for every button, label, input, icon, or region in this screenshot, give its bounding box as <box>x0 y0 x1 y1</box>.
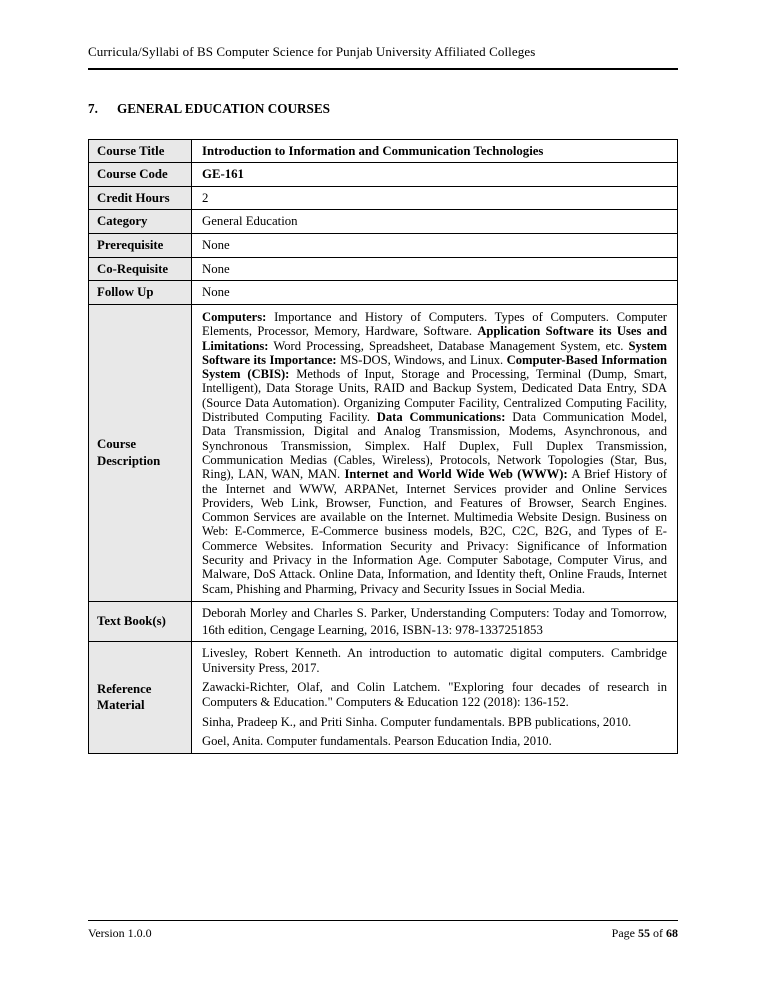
row-value-text-books: Deborah Morley and Charles S. Parker, Understanding Computers: Today and Tomorrow, 16th edition, Cengage Learning, 2016, ISBN-13: 978-1337251853 <box>192 601 678 641</box>
footer-of-word: of <box>653 926 663 940</box>
table-row-reference-material <box>89 642 678 754</box>
footer-rule <box>88 920 678 921</box>
row-value-co-requisite: None <box>192 257 678 281</box>
description-term: Internet and World Wide Web (WWW): <box>344 467 568 482</box>
row-value-credit-hours: 2 <box>192 186 678 210</box>
row-label-course-description: Course Description <box>89 304 192 601</box>
description-text: Methods of Input, Storage and Processing, Terminal (Dump, Smart, Intelligent), Data Storage Units, RAID and Backup System, Dedicated Data Entry, SDA (Source Data Automation). Organizing Computer Facility, Centralized Computing Facility, Distributed Computing Facility. <box>202 367 667 425</box>
section-title: GENERAL EDUCATION COURSES <box>117 100 330 116</box>
row-value-reference-material <box>192 642 678 754</box>
row-value-category: General Education <box>192 210 678 234</box>
row-label-course-code: Course Code <box>89 163 192 187</box>
document-header-title: Curricula/Syllabi of BS Computer Science for Punjab University Affiliated Colleges <box>88 44 536 59</box>
description-text: Importance and History of Computers. Types of Computers. Computer Elements, Processor, Memory, Hardware, Software. <box>202 309 667 339</box>
footer-version: Version 1.0.0 <box>88 926 152 940</box>
footer-page-word: Page <box>611 926 635 940</box>
table-row-text-books <box>89 601 678 641</box>
row-label-follow-up: Follow Up <box>89 281 192 305</box>
table-row-follow-up <box>89 281 678 305</box>
footer-total-pages: 68 <box>666 926 678 940</box>
description-text: Word Processing, Spreadsheet, Database Management System, etc. <box>268 338 629 353</box>
reference-entry: Goel, Anita. Computer fundamentals. Pearson Education India, 2010. <box>202 734 552 749</box>
reference-entry: Livesley, Robert Kenneth. An introduction to automatic digital computers. Cambridge University Press, 2017. <box>202 646 667 675</box>
section-number: 7. <box>88 100 98 116</box>
section-heading <box>88 101 678 117</box>
reference-entry: Zawacki-Richter, Olaf, and Colin Latchem. "Exploring four decades of research in Computers & Education." Computers & Education 122 (2018): 136-152. <box>202 680 667 709</box>
table-row-course-title <box>89 139 678 163</box>
row-label-credit-hours: Credit Hours <box>89 186 192 210</box>
page-footer <box>88 920 678 941</box>
row-label-course-title: Course Title <box>89 139 192 163</box>
table-row-co-requisite <box>89 257 678 281</box>
table-row-category <box>89 210 678 234</box>
row-label-text-books: Text Book(s) <box>89 601 192 641</box>
table-row-prerequisite <box>89 234 678 258</box>
header-rule <box>88 68 678 70</box>
row-label-co-requisite: Co-Requisite <box>89 257 192 281</box>
reference-entry: Sinha, Pradeep K., and Priti Sinha. Computer fundamentals. BPB publications, 2010. <box>202 714 632 729</box>
row-value-course-code: GE-161 <box>192 163 678 187</box>
row-label-prerequisite: Prerequisite <box>89 234 192 258</box>
footer-page-number: 55 <box>638 926 650 940</box>
row-value-follow-up: None <box>192 281 678 305</box>
row-value-course-description <box>192 304 678 601</box>
row-label-reference-material: Reference Material <box>89 642 192 754</box>
description-text: A Brief History of the Internet and WWW, ARPANet, Internet Services provider and Online Services Providers, Web Link, Browser, Function, and Features of Browser, Search Engines. Common Services are available on the Internet. Multimedia Website Design. Business on Web: E-Commerce, E-Commerce business models, B2C, C2C, B2G, and Types of E-Commerce Websites. Information Security and Privacy: Significance of Information Security and Privacy in the Information Age. Computer Sabotage, Computer Virus, and Malware, DoS Attack. Online Data, Information, and Identity theft, Online Frauds, Internet Scam, Phishing and Pharming, Privacy and Security Issues in Social Media. <box>202 467 667 596</box>
row-label-category: Category <box>89 210 192 234</box>
description-text: MS-DOS, Windows, and Linux. <box>336 352 507 367</box>
footer-row <box>88 926 678 941</box>
description-text: Data Communication Model, Data Transmission, Digital and Analog Transmission, Modems, Asynchronous, and Synchronous Transmission, Simplex. Half Duplex, Full Duplex Transmission, Communication Medias (Cables, Wireless), Protocols, Network Topologies (Star, Bus, Ring), LAN, WAN, MAN. <box>202 410 667 482</box>
table-row-course-description <box>89 304 678 601</box>
table-row-credit-hours <box>89 186 678 210</box>
description-term: Data Communications: <box>376 410 506 425</box>
footer-page-info <box>612 926 678 941</box>
description-term: System Software its Importance: <box>202 338 667 367</box>
description-term: Computers: <box>202 309 267 324</box>
row-value-prerequisite: None <box>192 234 678 258</box>
description-term: Computer-Based Information System (CBIS): <box>202 352 667 382</box>
course-info-table <box>88 139 678 754</box>
description-term: Application Software its Uses and Limitations: <box>202 324 668 353</box>
table-row-course-code <box>89 163 678 187</box>
row-value-course-title: Introduction to Information and Communication Technologies <box>192 139 678 163</box>
